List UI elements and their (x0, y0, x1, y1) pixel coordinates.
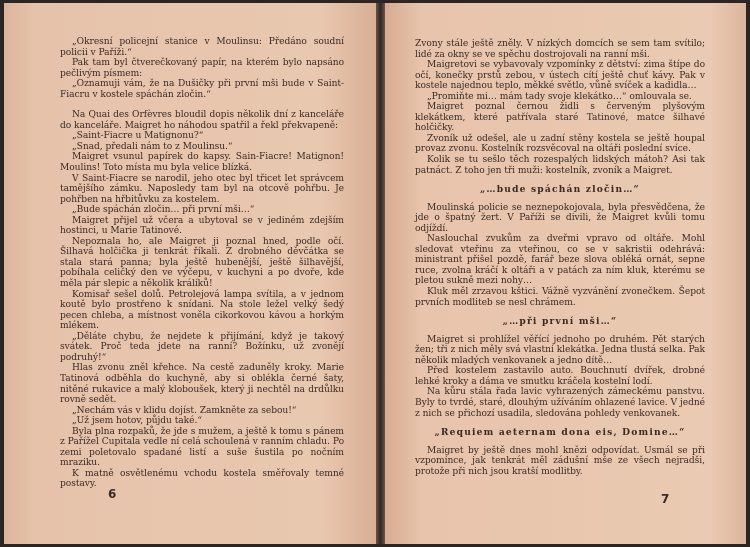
right-page-text (415, 39, 705, 477)
paragraph: Maigret by ještě dnes mohl knězi odpovídat. Usmál se při vzpomínce, jak tenkrát měl zádušní mše ze všech nejradši, protože při nich jsou kratší modlitby. (415, 445, 705, 477)
paragraph: „Saint-Fiacre u Matignonu?“ (72, 131, 204, 142)
paragraph: Moulinská policie se neznepokojovala, byla přesvědčena, že jde o špatný žert. V Paříži se divili, že Maigret kvůli tomu odjíždí. (415, 202, 705, 234)
paragraph: V Saint-Fiacre se narodil, jeho otec byl třicet let správcem tamějšího zámku. Naposledy tam byl na otcově pohřbu. Je pohřben na hřbitůvku za kostelem. (60, 173, 344, 205)
paragraph: Nepoznala ho, ale Maigret ji poznal hned, podle očí. Šilhavá holčička ji tenkrát říkali. Z drobného děvčátka se stala stará panna; byla ještě hubenější, ještě šilhavější, pobíhala celičký den ve výčepu, v kuchyni a po dvoře, kde měla pár slepic a několik králíků! (60, 236, 344, 290)
book-gutter (376, 3, 385, 544)
paragraph: „Děláte chybu, že nejdete k přijímání, když je takový svátek. Proč teda jdete na ranní? Božínku, už zvonějí podruhý!“ (60, 331, 344, 363)
paragraph: „Oznamuji vám, že na Dušičky při první mši bude v Saint-Fiacru v kostele spáchán zločin.“ (60, 79, 344, 100)
paragraph: Byla plna rozpaků, že jde s mužem, a ještě k tomu s pánem z Pařížel Cupitala vedle ní celá schoulená v ranním chladu. Po zemi poletovalo spadané listí a suše šustila po nočním mraziku. (60, 426, 344, 469)
paragraph: „Requiem aeternam dona eis, Domine…“ (434, 427, 686, 439)
paragraph: Maigret si prohlížel věřící jednoho po druhém. Pět starých žen; tři z nich měly svá vlastní klekátka. Jedna tlustá selka. Pak několik mladých venkovanek a jedno dítě… (415, 334, 705, 366)
paragraph: Na kůru stála řada lavic vyhrazených zámeckému panstvu. Byly to tvrdé, staré, dlouhým užíváním ohlazené lavice. V jedné z nich se přichozí usadila, sledována pohledy venkovanek. (415, 387, 705, 419)
left-page-number: 6 (108, 487, 117, 501)
paragraph: Kluk měl zrzavou kštici. Vážně vyzvánění zvonečkem. Šepot prvních modliteb se nesl chrámem. (415, 287, 705, 308)
paragraph: Zvony stále ještě zněly. V nízkých domcích se sem tam svítilo; lidé za okny se ve spěchu dostrojovali na ranní mši. (415, 39, 705, 60)
paragraph: Naslouchal zvukům za dveřmi vpravo od oltáře. Mohl sledovat vteřinu za vteřinou, co se v sakristii odehrává: ministrant přišel pozdě, farář beze slova obléká ornát, sepne ruce, zvolna kráčí k oltáři a v patách za ním kluk, kterému se pletou sukně mezi nohy… (415, 234, 705, 287)
paragraph: Hlas zvonu zněl křehce. Na cestě zaduněly kroky. Marie Tatinová odběhla do kuchyně, aby si oblékla černé šaty, nitěné rukavice a malý kloboušek, který ji nechtěl na drdůlku rovně sedět. (60, 363, 344, 406)
paragraph: Pak tam byl čtverečkovaný papír, na kterém bylo napsáno pečlivým písmem: (60, 58, 344, 79)
right-page-number: 7 (661, 492, 670, 506)
paragraph: „Okresní policejní stanice v Moulinsu: Předáno soudní policii v Paříži.“ (60, 37, 344, 58)
paragraph: Kolik se tu sešlo těch rozespalých lidských mátoh? Asi tak patnáct. Z toho jen tři muži: kostelník, zvoník a Maigret. (415, 155, 705, 176)
paragraph: Maigret vsunul papírek do kapsy. Sain-Fiacre! Matignon! Moulins! Toto místa mu byla velice blízká. (60, 152, 344, 174)
paragraph: „Snad, předali nám to z Moulinsu.“ (72, 141, 233, 152)
paragraph: „Bude spáchán zločin… při první mši…“ (72, 205, 255, 216)
paragraph: Před kostelem zastavilo auto. Bouchnutí dvířek, drobné lehké kroky a dáma ve smutku kráčela kostelní lodí. (415, 366, 705, 387)
paragraph: „Promiňte mi… mám tady svoje klekátko…“ omlouvala se. (427, 91, 692, 102)
book-spread (4, 3, 746, 544)
paragraph: „Nechám vás v klidu dojíst. Zamkněte za sebou!“ (72, 405, 297, 416)
paragraph: K matně osvětlenému vchodu kostela směřovaly temné postavy. (60, 468, 344, 490)
right-page (385, 3, 746, 544)
paragraph: Maigret přijel už včera a ubytoval se v jediném zdejším hostinci, u Marie Tatinové. (60, 215, 344, 237)
left-page (4, 3, 376, 544)
paragraph: Komisař sešel dolů. Petrolejová lampa svítila, a v jednom koutě bylo prostřeno k snídani. Na stole ležel velký šedý pecen chleba, a místnost voněla cikorkovou kávou a horkým mlékem. (60, 289, 344, 332)
paragraph: „…při první mši…“ (502, 316, 618, 328)
paragraph: Maigretovi se vybavovaly vzpomínky z dětství: zima štípe do očí, konečky prstů zebou, v ústech cítí ještě chuť kávy. Pak v kostele najednou teplo, měkké světlo, vůně svíček a kadidla… (415, 60, 705, 92)
paragraph: „Už jsem hotov, půjdu také.“ (72, 416, 202, 427)
paragraph: Maigret poznal černou židli s červeným plyšovým klekátkem, které patřívala staré Tatinové, matce šilhavé holčičky. (415, 102, 705, 134)
paragraph: „…bude spáchán zločin…“ (479, 184, 640, 196)
left-page-text (60, 37, 344, 490)
paragraph: Na Quai des Orfèvres bloudil dopis několik dní z kanceláře do kanceláře. Maigret ho náhodou spatřil a řekl překvapeně: (60, 110, 344, 131)
paragraph: Zvoník už odešel, ale u zadní stěny kostela se ještě houpal provaz zvonu. Kostelník rozsvěcoval na oltáři poslední svíce. (415, 133, 705, 155)
